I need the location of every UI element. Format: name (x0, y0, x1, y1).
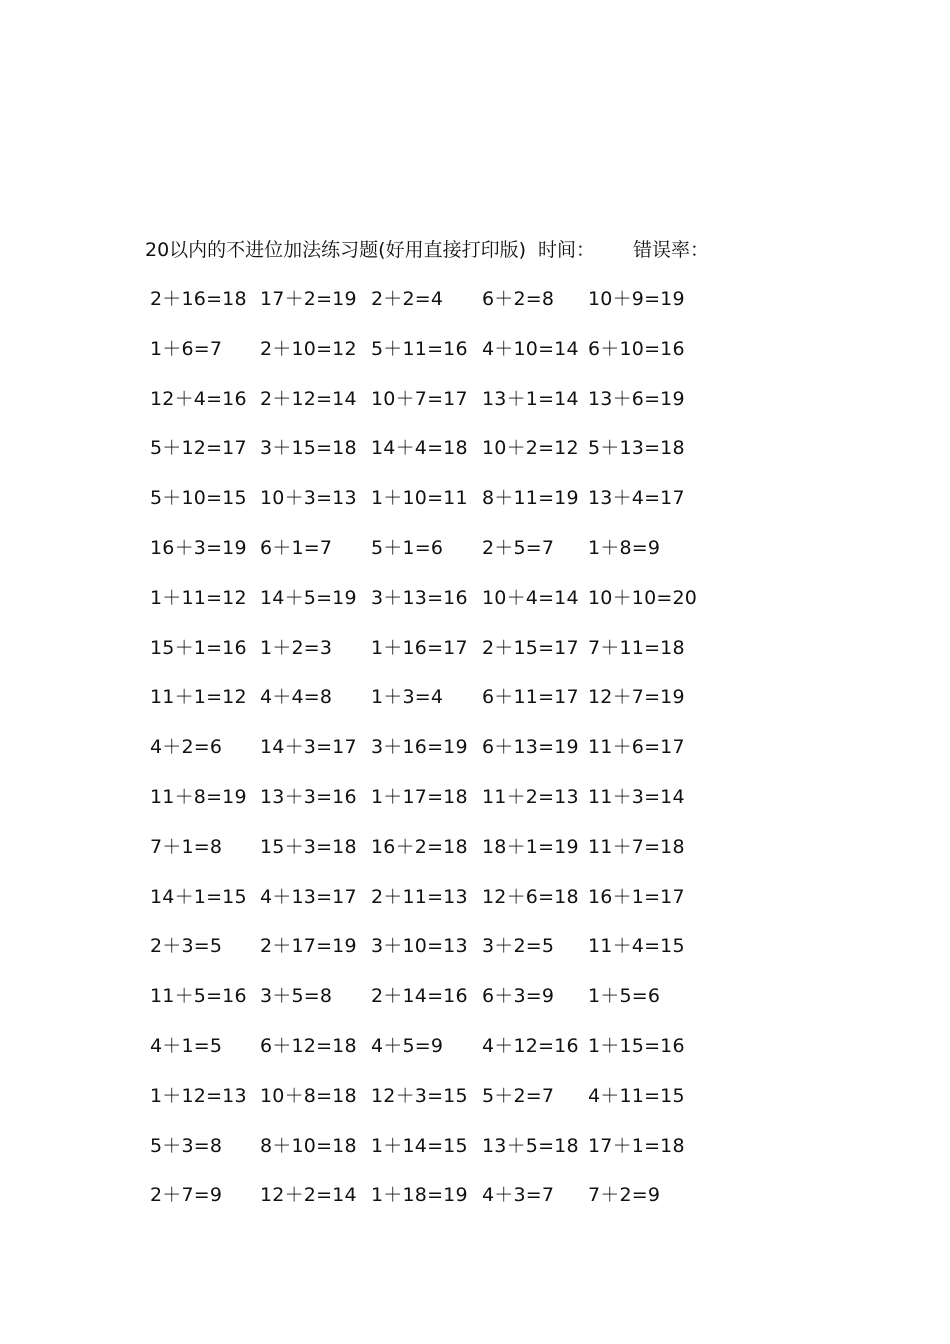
addition-problem: 10＋10=20 (588, 586, 698, 609)
addition-problem: 6＋12=18 (260, 1034, 357, 1057)
addition-problem: 11＋5=16 (150, 985, 247, 1008)
addition-problem: 1＋14=15 (371, 1134, 468, 1157)
problem-row (150, 784, 710, 834)
addition-problem: 4＋11=15 (588, 1084, 685, 1107)
addition-problem: 2＋12=14 (260, 387, 357, 410)
problem-row (150, 336, 710, 386)
addition-problem: 7＋11=18 (588, 636, 685, 659)
addition-problem: 13＋5=18 (482, 1134, 579, 1157)
addition-problem: 10＋2=12 (482, 437, 579, 460)
addition-problem: 2＋3=5 (150, 935, 223, 958)
addition-problem: 7＋2=9 (588, 1184, 661, 1207)
addition-problem: 14＋5=19 (260, 586, 357, 609)
addition-problem: 3＋5=8 (260, 985, 333, 1008)
addition-problem: 1＋2=3 (260, 636, 333, 659)
addition-problem: 4＋10=14 (482, 337, 579, 360)
problem-row (150, 734, 710, 784)
problem-grid (150, 286, 710, 1232)
addition-problem: 18＋1=19 (482, 835, 579, 858)
addition-problem: 6＋3=9 (482, 985, 555, 1008)
addition-problem: 1＋8=9 (588, 536, 661, 559)
addition-problem: 1＋6=7 (150, 337, 223, 360)
addition-problem: 6＋10=16 (588, 337, 685, 360)
addition-problem: 4＋1=5 (150, 1034, 223, 1057)
problem-row (150, 983, 710, 1033)
addition-problem: 1＋5=6 (588, 985, 661, 1008)
problem-row (150, 635, 710, 685)
addition-problem: 10＋4=14 (482, 586, 579, 609)
addition-problem: 1＋17=18 (371, 785, 468, 808)
addition-problem: 1＋11=12 (150, 586, 247, 609)
problem-row (150, 1083, 710, 1133)
problem-row (150, 585, 710, 635)
problem-row (150, 834, 710, 884)
addition-problem: 14＋4=18 (371, 437, 468, 460)
addition-problem: 4＋4=8 (260, 686, 333, 709)
addition-problem: 2＋2=4 (371, 288, 444, 310)
problem-row (150, 933, 710, 983)
addition-problem: 5＋11=16 (371, 337, 468, 360)
addition-problem: 5＋1=6 (371, 536, 444, 559)
addition-problem: 11＋2=13 (482, 785, 579, 808)
addition-problem: 5＋12=17 (150, 437, 247, 460)
addition-problem: 7＋1=8 (150, 835, 223, 858)
addition-problem: 12＋4=16 (150, 387, 247, 410)
addition-problem: 12＋6=18 (482, 885, 579, 908)
problem-row (150, 1033, 710, 1083)
addition-problem: 11＋1=12 (150, 686, 247, 709)
addition-problem: 3＋2=5 (482, 935, 555, 958)
problem-row (150, 684, 710, 734)
addition-problem: 2＋5=7 (482, 536, 555, 559)
problem-row (150, 286, 710, 336)
addition-problem: 1＋12=13 (150, 1084, 247, 1107)
problem-row (150, 884, 710, 934)
addition-problem: 1＋15=16 (588, 1034, 685, 1057)
addition-problem: 2＋16=18 (150, 288, 247, 310)
addition-problem: 8＋11=19 (482, 487, 579, 510)
addition-problem: 13＋1=14 (482, 387, 579, 410)
addition-problem: 16＋3=19 (150, 536, 247, 559)
addition-problem: 15＋1=16 (150, 636, 247, 659)
addition-problem: 1＋3=4 (371, 686, 444, 709)
addition-problem: 2＋11=13 (371, 885, 468, 908)
addition-problem: 3＋16=19 (371, 736, 468, 759)
addition-problem: 3＋10=13 (371, 935, 468, 958)
addition-problem: 11＋7=18 (588, 835, 685, 858)
addition-problem: 6＋11=17 (482, 686, 579, 709)
addition-problem: 12＋7=19 (588, 686, 685, 709)
time-label: 时间： (538, 239, 596, 261)
worksheet-title: 20以内的不进位加法练习题(好用直接打印版) (145, 239, 527, 261)
addition-problem: 4＋2=6 (150, 736, 223, 759)
addition-problem: 5＋10=15 (150, 487, 247, 510)
addition-problem: 4＋12=16 (482, 1034, 579, 1057)
addition-problem: 6＋13=19 (482, 736, 579, 759)
addition-problem: 12＋3=15 (371, 1084, 468, 1107)
addition-problem: 5＋13=18 (588, 437, 685, 460)
addition-problem: 10＋9=19 (588, 288, 685, 310)
addition-problem: 2＋7=9 (150, 1184, 223, 1207)
addition-problem: 13＋4=17 (588, 487, 685, 510)
addition-problem: 14＋1=15 (150, 885, 247, 908)
addition-problem: 4＋5=9 (371, 1034, 444, 1057)
addition-problem: 3＋13=16 (371, 586, 468, 609)
problem-row (150, 485, 710, 535)
addition-problem: 5＋3=8 (150, 1134, 223, 1157)
addition-problem: 4＋13=17 (260, 885, 357, 908)
addition-problem: 16＋1=17 (588, 885, 685, 908)
problem-row (150, 386, 710, 436)
addition-problem: 2＋14=16 (371, 985, 468, 1008)
addition-problem: 11＋3=14 (588, 785, 685, 808)
addition-problem: 15＋3=18 (260, 835, 357, 858)
addition-problem: 2＋10=12 (260, 337, 357, 360)
addition-problem: 16＋2=18 (371, 835, 468, 858)
problem-row (150, 1182, 710, 1232)
addition-problem: 17＋2=19 (260, 288, 357, 310)
addition-problem: 8＋10=18 (260, 1134, 357, 1157)
addition-problem: 1＋16=17 (371, 636, 468, 659)
addition-problem: 1＋10=11 (371, 487, 468, 510)
worksheet-header (145, 237, 709, 263)
addition-problem: 13＋3=16 (260, 785, 357, 808)
addition-problem: 13＋6=19 (588, 387, 685, 410)
addition-problem: 12＋2=14 (260, 1184, 357, 1207)
addition-problem: 11＋4=15 (588, 935, 685, 958)
addition-problem: 10＋8=18 (260, 1084, 357, 1107)
addition-problem: 11＋8=19 (150, 785, 247, 808)
addition-problem: 10＋7=17 (371, 387, 468, 410)
addition-problem: 4＋3=7 (482, 1184, 555, 1207)
addition-problem: 6＋2=8 (482, 288, 555, 310)
error-rate-label: 错误率： (633, 239, 710, 261)
addition-problem: 2＋15=17 (482, 636, 579, 659)
addition-problem: 10＋3=13 (260, 487, 357, 510)
addition-problem: 11＋6=17 (588, 736, 685, 759)
addition-problem: 1＋18=19 (371, 1184, 468, 1207)
problem-row (150, 1133, 710, 1183)
problem-row (150, 435, 710, 485)
addition-problem: 2＋17=19 (260, 935, 357, 958)
problem-row (150, 535, 710, 585)
addition-problem: 17＋1=18 (588, 1134, 685, 1157)
addition-problem: 3＋15=18 (260, 437, 357, 460)
addition-problem: 5＋2=7 (482, 1084, 555, 1107)
addition-problem: 14＋3=17 (260, 736, 357, 759)
addition-problem: 6＋1=7 (260, 536, 333, 559)
